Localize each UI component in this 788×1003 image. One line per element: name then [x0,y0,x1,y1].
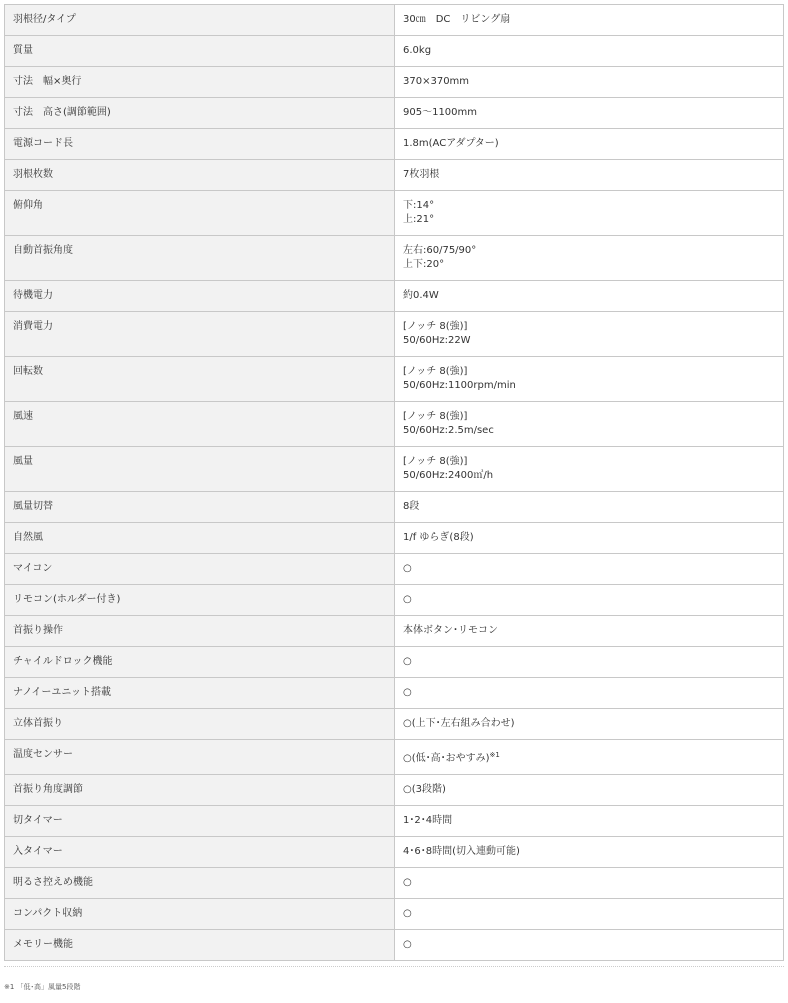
spec-row [5,647,784,678]
spec-label: 自動首振角度 [5,236,395,281]
spec-row [5,281,784,312]
spec-label: ナノイーユニット搭載 [5,678,395,709]
spec-label: 風量切替 [5,492,395,523]
spec-label: 首振り操作 [5,616,395,647]
spec-value-line: 1.8m(ACアダプター) [403,138,499,149]
spec-value-line: 1/f ゆらぎ(8段) [403,532,474,543]
spec-row [5,447,784,492]
spec-value [395,647,784,678]
spec-value [395,129,784,160]
spec-value [395,492,784,523]
spec-label: 入タイマー [5,837,395,868]
spec-value-line: ○(上下･左右組み合わせ) [403,718,515,729]
spec-value [395,160,784,191]
spec-table-body [5,5,784,961]
spec-value-line: 370×370mm [403,76,470,87]
spec-value [395,585,784,616]
spec-row [5,930,784,961]
spec-value [395,191,784,236]
spec-row [5,775,784,806]
spec-value-line: 50/60Hz:1100rpm/min [403,380,516,391]
spec-value-line: 6.0kg [403,45,432,56]
spec-value [395,36,784,67]
spec-value-line: ○ [403,877,412,888]
spec-row [5,709,784,740]
spec-row [5,160,784,191]
spec-value-line: [ノッチ 8(強)] [403,411,468,422]
spec-label: 温度センサー [5,740,395,775]
spec-table [4,4,784,961]
spec-value-line: 左右:60/75/90° [403,245,477,256]
spec-value-line: 8段 [403,501,420,512]
spec-value-line: 上下:20° [403,259,445,270]
spec-label: 寸法 高さ(調節範囲) [5,98,395,129]
spec-row [5,129,784,160]
spec-label: チャイルドロック機能 [5,647,395,678]
spec-row [5,67,784,98]
spec-row [5,899,784,930]
spec-label: 自然風 [5,523,395,554]
spec-row [5,98,784,129]
spec-label: 質量 [5,36,395,67]
spec-value-line: 上:21° [403,214,435,225]
spec-value-line: 約0.4W [403,290,439,301]
spec-label: 待機電力 [5,281,395,312]
spec-value [395,357,784,402]
spec-row [5,806,784,837]
footnote: ※1 「低･高」風量5段階 [4,983,81,991]
spec-row [5,868,784,899]
spec-value-line: ○ [403,687,412,698]
spec-value [395,678,784,709]
spec-label: 回転数 [5,357,395,402]
spec-value-line: 905～1100mm [403,107,478,118]
spec-label: 風量 [5,447,395,492]
spec-row [5,678,784,709]
spec-value-line: 1･2･4時間 [403,815,453,826]
spec-value [395,837,784,868]
spec-label: 立体首振り [5,709,395,740]
spec-value-line: ○(低･高･おやすみ)$^{※1}$ [403,751,500,764]
spec-value-line: ○ [403,563,412,574]
spec-label: 明るさ控えめ機能 [5,868,395,899]
spec-value [395,806,784,837]
spec-row [5,312,784,357]
spec-value-line: 50/60Hz:2400㎥/h [403,470,494,481]
spec-label: コンパクト収納 [5,899,395,930]
spec-value-line: 本体ボタン･リモコン [403,625,498,636]
spec-value-line: 7枚羽根 [403,169,440,180]
spec-label: 消費電力 [5,312,395,357]
spec-row [5,523,784,554]
spec-value [395,447,784,492]
spec-value [395,98,784,129]
spec-row [5,585,784,616]
spec-value-line: [ノッチ 8(強)] [403,366,468,377]
spec-value [395,5,784,36]
spec-value-line: [ノッチ 8(強)] [403,456,468,467]
footnote-divider [4,966,784,967]
spec-label: 風速 [5,402,395,447]
spec-row [5,492,784,523]
spec-label: マイコン [5,554,395,585]
spec-row [5,402,784,447]
spec-value-line: ○(3段階) [403,784,446,795]
spec-value [395,740,784,775]
spec-value-line: ○ [403,656,412,667]
spec-row [5,191,784,236]
spec-label: 寸法 幅×奥行 [5,67,395,98]
spec-value-line: 50/60Hz:22W [403,335,471,346]
spec-value-line: ○ [403,594,412,605]
spec-row [5,554,784,585]
spec-label: 首振り角度調節 [5,775,395,806]
spec-value [395,899,784,930]
spec-label: 羽根径/タイプ [5,5,395,36]
spec-value-line: ○ [403,939,412,950]
spec-value-line: 下:14° [403,200,435,211]
spec-label: 切タイマー [5,806,395,837]
spec-value [395,236,784,281]
spec-value-line: ○ [403,908,412,919]
spec-value [395,67,784,98]
spec-value [395,868,784,899]
spec-label: 羽根枚数 [5,160,395,191]
spec-value [395,281,784,312]
spec-row [5,740,784,775]
spec-row [5,837,784,868]
spec-row [5,5,784,36]
spec-value [395,775,784,806]
spec-row [5,236,784,281]
spec-value [395,709,784,740]
spec-row [5,616,784,647]
spec-value-line: 30㎝ DC リビング扇 [403,14,511,25]
spec-value [395,523,784,554]
spec-value [395,554,784,585]
spec-value [395,312,784,357]
spec-value [395,402,784,447]
spec-row [5,357,784,402]
spec-value-line: [ノッチ 8(強)] [403,321,468,332]
spec-value-line: 50/60Hz:2.5m/sec [403,425,494,436]
spec-value [395,616,784,647]
spec-value [395,930,784,961]
spec-label: 電源コード長 [5,129,395,160]
spec-row [5,36,784,67]
spec-label: リモコン(ホルダー付き) [5,585,395,616]
spec-label: メモリー機能 [5,930,395,961]
spec-value-line: 4･6･8時間(切入連動可能) [403,846,520,857]
spec-label: 俯仰角 [5,191,395,236]
footnote-marker: ※1 [489,751,500,759]
